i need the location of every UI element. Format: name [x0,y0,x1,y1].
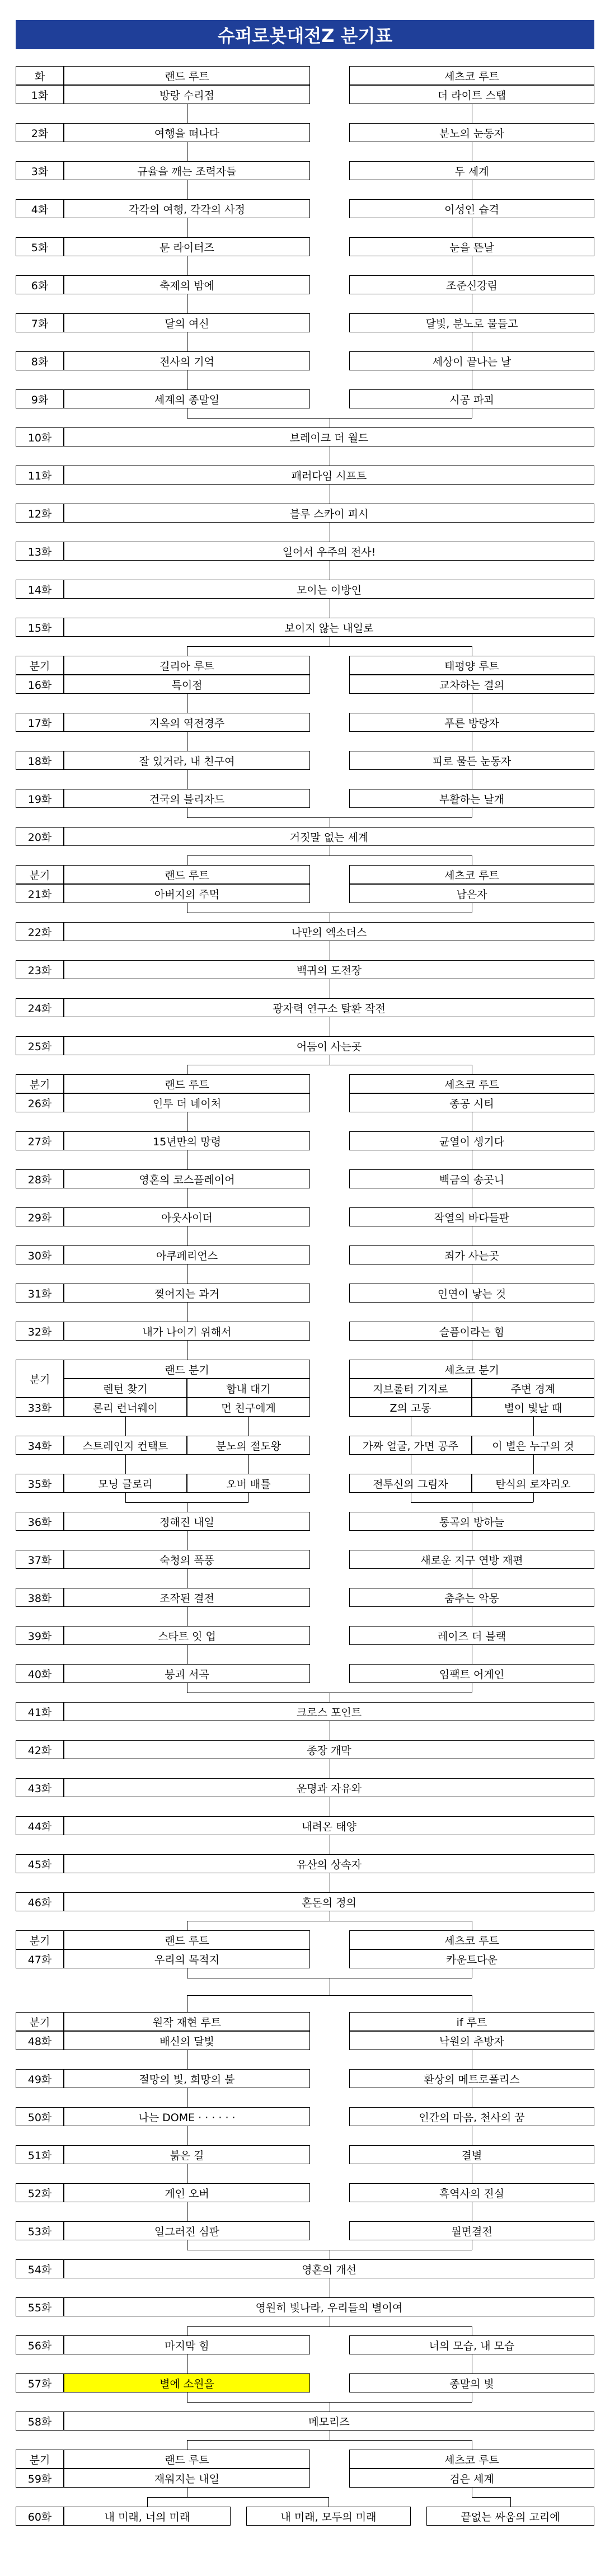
episode-number-cell: 55화 [16,2297,64,2316]
episode-title-box: 유산의 상속자 [64,1854,594,1873]
episode-number-cell: 24화 [16,998,64,1017]
left-route-box: 내가 나이기 위해서 [64,1322,310,1341]
episode-number-cell: 52화 [16,2183,64,2202]
episode-number-cell: 39화 [16,1626,64,1645]
episode-title-box: 운명과 자유와 [64,1778,594,1797]
episode-number-cell: 47화 [16,1949,64,1968]
connector-line [187,2326,472,2327]
left-quarter-box: 스트레인지 컨택트 [64,1436,187,1455]
branch-label-cell: 분기 [16,1930,64,1949]
episode-number-cell: 2화 [16,123,64,142]
left-route-box: 건국의 블리자드 [64,789,310,808]
episode-number-cell: 17화 [16,713,64,732]
page-title: 슈퍼로봇대전Z 분기표 [16,20,594,49]
left-route-box: 게인 오버 [64,2183,310,2202]
left-route-box: 정해진 내일 [64,1512,310,1531]
left-route-box: 특이점 [64,675,310,694]
right-quarter-box: Z의 고동 [349,1398,472,1417]
episode-number-cell: 35화 [16,1474,64,1493]
right-route-box: 월면결전 [349,2221,594,2240]
episode-title-box: 메모리즈 [64,2412,594,2431]
right-route-box: 임팩트 어게인 [349,1664,594,1683]
episode-title-box: 영혼의 개선 [64,2259,594,2278]
right-route-box-label: 태평양 루트 [349,656,594,675]
connector-line [187,646,472,647]
left-route-box-label: 길리아 루트 [64,656,310,675]
connector-line [147,2497,187,2498]
episode-number-cell: 13화 [16,542,64,561]
episode-title-box: 보이지 않는 내일로 [64,618,594,637]
episode-number-cell: 14화 [16,580,64,599]
left-route-box: 규율을 깨는 조력자들 [64,161,310,180]
episode-number-cell: 32화 [16,1322,64,1341]
left-route-box: 절망의 빛, 희망의 불 [64,2069,310,2088]
episode-title-box: 거짓말 없는 세계 [64,827,594,846]
right-route-box: 남은자 [349,884,594,903]
episode-number-cell: 30화 [16,1245,64,1265]
branch-label-cell: 분기 [16,1074,64,1093]
episode-title-box: 모이는 이방인 [64,580,594,599]
episode-number-cell: 57화 [16,2373,64,2392]
right-route-box: 달빛, 분노로 물들고 [349,313,594,332]
episode-title-box: 블루 스카이 피시 [64,504,594,523]
left-route-box-label: 랜드 루트 [64,1930,310,1949]
episode-number-cell: 43화 [16,1778,64,1797]
right-route-box: 분노의 눈동자 [349,123,594,142]
right-route-box: 새로운 지구 연방 재편 [349,1550,594,1569]
episode-title-box: 일어서 우주의 전사! [64,542,594,561]
episode-number-cell: 1화 [16,85,64,104]
episode-title-box: 어둠이 사는곳 [64,1036,594,1055]
left-route-box: 숙청의 폭풍 [64,1550,310,1569]
connector-line [248,1455,249,1474]
episode-number-cell: 20화 [16,827,64,846]
episode-number-cell: 50화 [16,2107,64,2126]
connector-line [533,1417,534,1436]
left-route-box: 아웃사이더 [64,1207,310,1226]
right-route-box: 푸른 방랑자 [349,713,594,732]
right-quarter-box: 전투신의 그림자 [349,1474,472,1493]
header-right-route: 세츠코 루트 [349,66,594,85]
left-route-box: 여행을 떠나다 [64,123,310,142]
episode-number-cell: 12화 [16,504,64,523]
episode-number-cell: 45화 [16,1854,64,1873]
sub-branch-box: 렌턴 찾기 [64,1379,187,1398]
episode-number-cell: 25화 [16,1036,64,1055]
connector-line [533,1493,534,1502]
episode-title-box: 나만의 엑소더스 [64,922,594,941]
left-route-box: 축제의 밤에 [64,275,310,294]
episode-number-cell: 60화 [16,2507,64,2526]
connector-line [187,2440,472,2441]
right-route-box: 더 라이트 스탭 [349,85,594,104]
left-route-box: 붕괴 서곡 [64,1664,310,1683]
left-quarter-box: 론리 런너웨이 [64,1398,187,1417]
right-route-box-label: if 루트 [349,2012,594,2031]
episode-number-cell: 41화 [16,1702,64,1721]
connector-line [187,2497,329,2498]
episode-number-cell: 8화 [16,351,64,370]
left-route-box: 재워지는 내일 [64,2469,310,2488]
right-route-box: 검은 세계 [349,2469,594,2488]
episode-number-cell: 9화 [16,389,64,408]
left-route-box: 조작된 결전 [64,1588,310,1607]
episode-number-cell: 53화 [16,2221,64,2240]
connector-line [533,1455,534,1474]
episode-number-cell: 58화 [16,2412,64,2431]
left-route-box: 전사의 기억 [64,351,310,370]
episode-number-cell: 4화 [16,199,64,218]
connector-line [248,1493,249,1502]
episode-number-cell: 51화 [16,2145,64,2164]
left-route-box: 붉은 길 [64,2145,310,2164]
connector-line [248,1417,249,1436]
right-route-box: 조준신강림 [349,275,594,294]
connector-line [147,2497,148,2507]
episode-number-cell: 19화 [16,789,64,808]
header-left-route: 랜드 루트 [64,66,310,85]
left-quarter-box: 먼 친구에게 [187,1398,310,1417]
right-route-box: 죄가 사는곳 [349,1245,594,1265]
left-route-box: 달의 여신 [64,313,310,332]
connector-line [125,1455,126,1474]
episode-title-box: 내려온 태양 [64,1816,594,1835]
episode-title-box: 혼돈의 정의 [64,1892,594,1911]
right-route-box: 낙원의 추방자 [349,2031,594,2050]
right-route-box: 춤추는 악몽 [349,1588,594,1607]
episode-number-cell: 26화 [16,1093,64,1112]
right-route-box: 흑역사의 진실 [349,2183,594,2202]
episode-number-cell: 49화 [16,2069,64,2088]
left-route-box: 아버지의 주먹 [64,884,310,903]
left-quarter-box: 모닝 글로리 [64,1474,187,1493]
right-route-box: 부활하는 날개 [349,789,594,808]
branch-label-cell: 분기 [16,2012,64,2031]
left-route-box: 세계의 종말일 [64,389,310,408]
left-route-box-label: 랜드 루트 [64,1074,310,1093]
left-route-box: 배신의 달빛 [64,2031,310,2050]
branch-label-cell: 분기 [16,2450,64,2469]
left-route-box: 잘 있거라, 내 친구여 [64,751,310,770]
episode-title-box: 종장 개막 [64,1740,594,1759]
right-quarter-box: 가짜 얼굴, 가면 공주 [349,1436,472,1455]
left-route-box: 지옥의 역전경주 [64,713,310,732]
branch-label-cell: 분기 [16,1360,64,1398]
episode-number-cell: 7화 [16,313,64,332]
connector-line [187,855,472,856]
episode-number-cell: 34화 [16,1436,64,1455]
left-route-box-label: 랜드 루트 [64,865,310,884]
right-route-box: 시공 파괴 [349,389,594,408]
right-route-box: 이성인 습격 [349,199,594,218]
right-route-box-label: 세츠코 루트 [349,865,594,884]
episode-number-cell: 27화 [16,1131,64,1150]
episode-number-cell: 5화 [16,237,64,256]
sub-branch-box: 주변 경계 [472,1379,594,1398]
right-route-box: 레이즈 더 블랙 [349,1626,594,1645]
left-route-box: 마지막 힘 [64,2335,310,2354]
episode-number-cell: 6화 [16,275,64,294]
ending-box: 끝없는 싸움의 고리에 [426,2507,594,2526]
connector-line [125,1417,126,1436]
episode-number-cell: 56화 [16,2335,64,2354]
episode-number-cell: 36화 [16,1512,64,1531]
connector-line [472,2497,510,2498]
right-route-box: 종공 시티 [349,1093,594,1112]
right-route-box: 인간의 마음, 천사의 꿈 [349,2107,594,2126]
episode-number-cell: 31화 [16,1284,64,1303]
right-route-box: 피로 물든 눈동자 [349,751,594,770]
episode-title-box: 백귀의 도전장 [64,960,594,979]
episode-number-cell: 16화 [16,675,64,694]
right-route-box: 교차하는 결의 [349,675,594,694]
connector-line [187,1995,472,1996]
left-route-box: 찢어지는 과거 [64,1284,310,1303]
episode-number-cell: 48화 [16,2031,64,2050]
right-route-box: 종말의 빛 [349,2373,594,2392]
right-route-box: 카운트다운 [349,1949,594,1968]
episode-number-cell: 46화 [16,1892,64,1911]
branch-label-cell: 분기 [16,656,64,675]
episode-title-box: 영원히 빛나라, 우리들의 별이여 [64,2297,594,2316]
episode-number-cell: 33화 [16,1398,64,1417]
left-route-box: 방랑 수리점 [64,85,310,104]
left-route-box-label: 랜드 분기 [64,1360,310,1379]
episode-number-cell: 22화 [16,922,64,941]
episode-number-cell: 21화 [16,884,64,903]
left-route-box: 우리의 목적지 [64,1949,310,1968]
right-route-box: 결별 [349,2145,594,2164]
right-route-box-label: 세츠코 루트 [349,1930,594,1949]
left-route-box-label: 원작 재현 루트 [64,2012,310,2031]
right-quarter-box: 이 별은 누구의 것 [472,1436,594,1455]
episode-title-box: 패러다임 시프트 [64,466,594,485]
right-route-box: 백금의 송곳니 [349,1169,594,1188]
episode-title-box: 브레이크 더 월드 [64,427,594,446]
right-route-box: 세상이 끝나는 날 [349,351,594,370]
episode-number-cell: 37화 [16,1550,64,1569]
left-route-box: 별에 소원을 [64,2373,310,2392]
left-quarter-box: 분노의 절도왕 [187,1436,310,1455]
episode-number-cell: 23화 [16,960,64,979]
sub-branch-box: 지브롤터 기지로 [349,1379,472,1398]
episode-number-cell: 18화 [16,751,64,770]
episode-title-box: 크로스 포인트 [64,1702,594,1721]
ending-box: 내 미래, 너의 미래 [64,2507,231,2526]
right-route-box: 슬픔이라는 힘 [349,1322,594,1341]
branch-label-cell: 분기 [16,865,64,884]
episode-number-cell: 42화 [16,1740,64,1759]
right-route-box: 균열이 생기다 [349,1131,594,1150]
right-route-box: 너의 모습, 내 모습 [349,2335,594,2354]
left-route-box: 나는 DOME · · · · · · [64,2107,310,2126]
episode-number-cell: 11화 [16,466,64,485]
left-route-box: 각각의 여행, 각각의 사정 [64,199,310,218]
left-route-box: 스타트 잇 업 [64,1626,310,1645]
ending-box: 내 미래, 모두의 미래 [246,2507,411,2526]
episode-number-cell: 3화 [16,161,64,180]
right-quarter-box: 탄식의 로자리오 [472,1474,594,1493]
left-quarter-box: 오버 배틀 [187,1474,310,1493]
right-route-box-label: 세츠코 루트 [349,1074,594,1093]
episode-number-cell: 40화 [16,1664,64,1683]
right-route-box: 통곡의 방하늘 [349,1512,594,1531]
left-route-box-label: 랜드 루트 [64,2450,310,2469]
right-route-box-label: 세츠코 분기 [349,1360,594,1379]
episode-number-cell: 29화 [16,1207,64,1226]
episode-number-cell: 10화 [16,427,64,446]
right-route-box: 두 세계 [349,161,594,180]
sub-branch-box: 함내 대기 [187,1379,310,1398]
episode-title-box: 광자력 연구소 탈환 작전 [64,998,594,1017]
connector-line [510,2497,511,2507]
right-route-box: 눈을 뜬날 [349,237,594,256]
left-route-box: 아쿠페리언스 [64,1245,310,1265]
right-route-box-label: 세츠코 루트 [349,2450,594,2469]
left-route-box: 인투 더 네이처 [64,1093,310,1112]
episode-number-cell: 28화 [16,1169,64,1188]
right-quarter-box: 별이 빛날 때 [472,1398,594,1417]
connector-line [125,1493,126,1502]
left-route-box: 일그러진 심판 [64,2221,310,2240]
episode-number-cell: 44화 [16,1816,64,1835]
right-route-box: 인연이 낳는 것 [349,1284,594,1303]
right-route-box: 작열의 바다들판 [349,1207,594,1226]
left-route-box: 영혼의 코스플레이어 [64,1169,310,1188]
right-route-box: 환상의 메트로폴리스 [349,2069,594,2088]
header-episode-cell: 화 [16,66,64,85]
left-route-box: 15년만의 망령 [64,1131,310,1150]
left-route-box: 문 라이터즈 [64,237,310,256]
episode-number-cell: 15화 [16,618,64,637]
episode-number-cell: 38화 [16,1588,64,1607]
episode-number-cell: 59화 [16,2469,64,2488]
episode-number-cell: 54화 [16,2259,64,2278]
